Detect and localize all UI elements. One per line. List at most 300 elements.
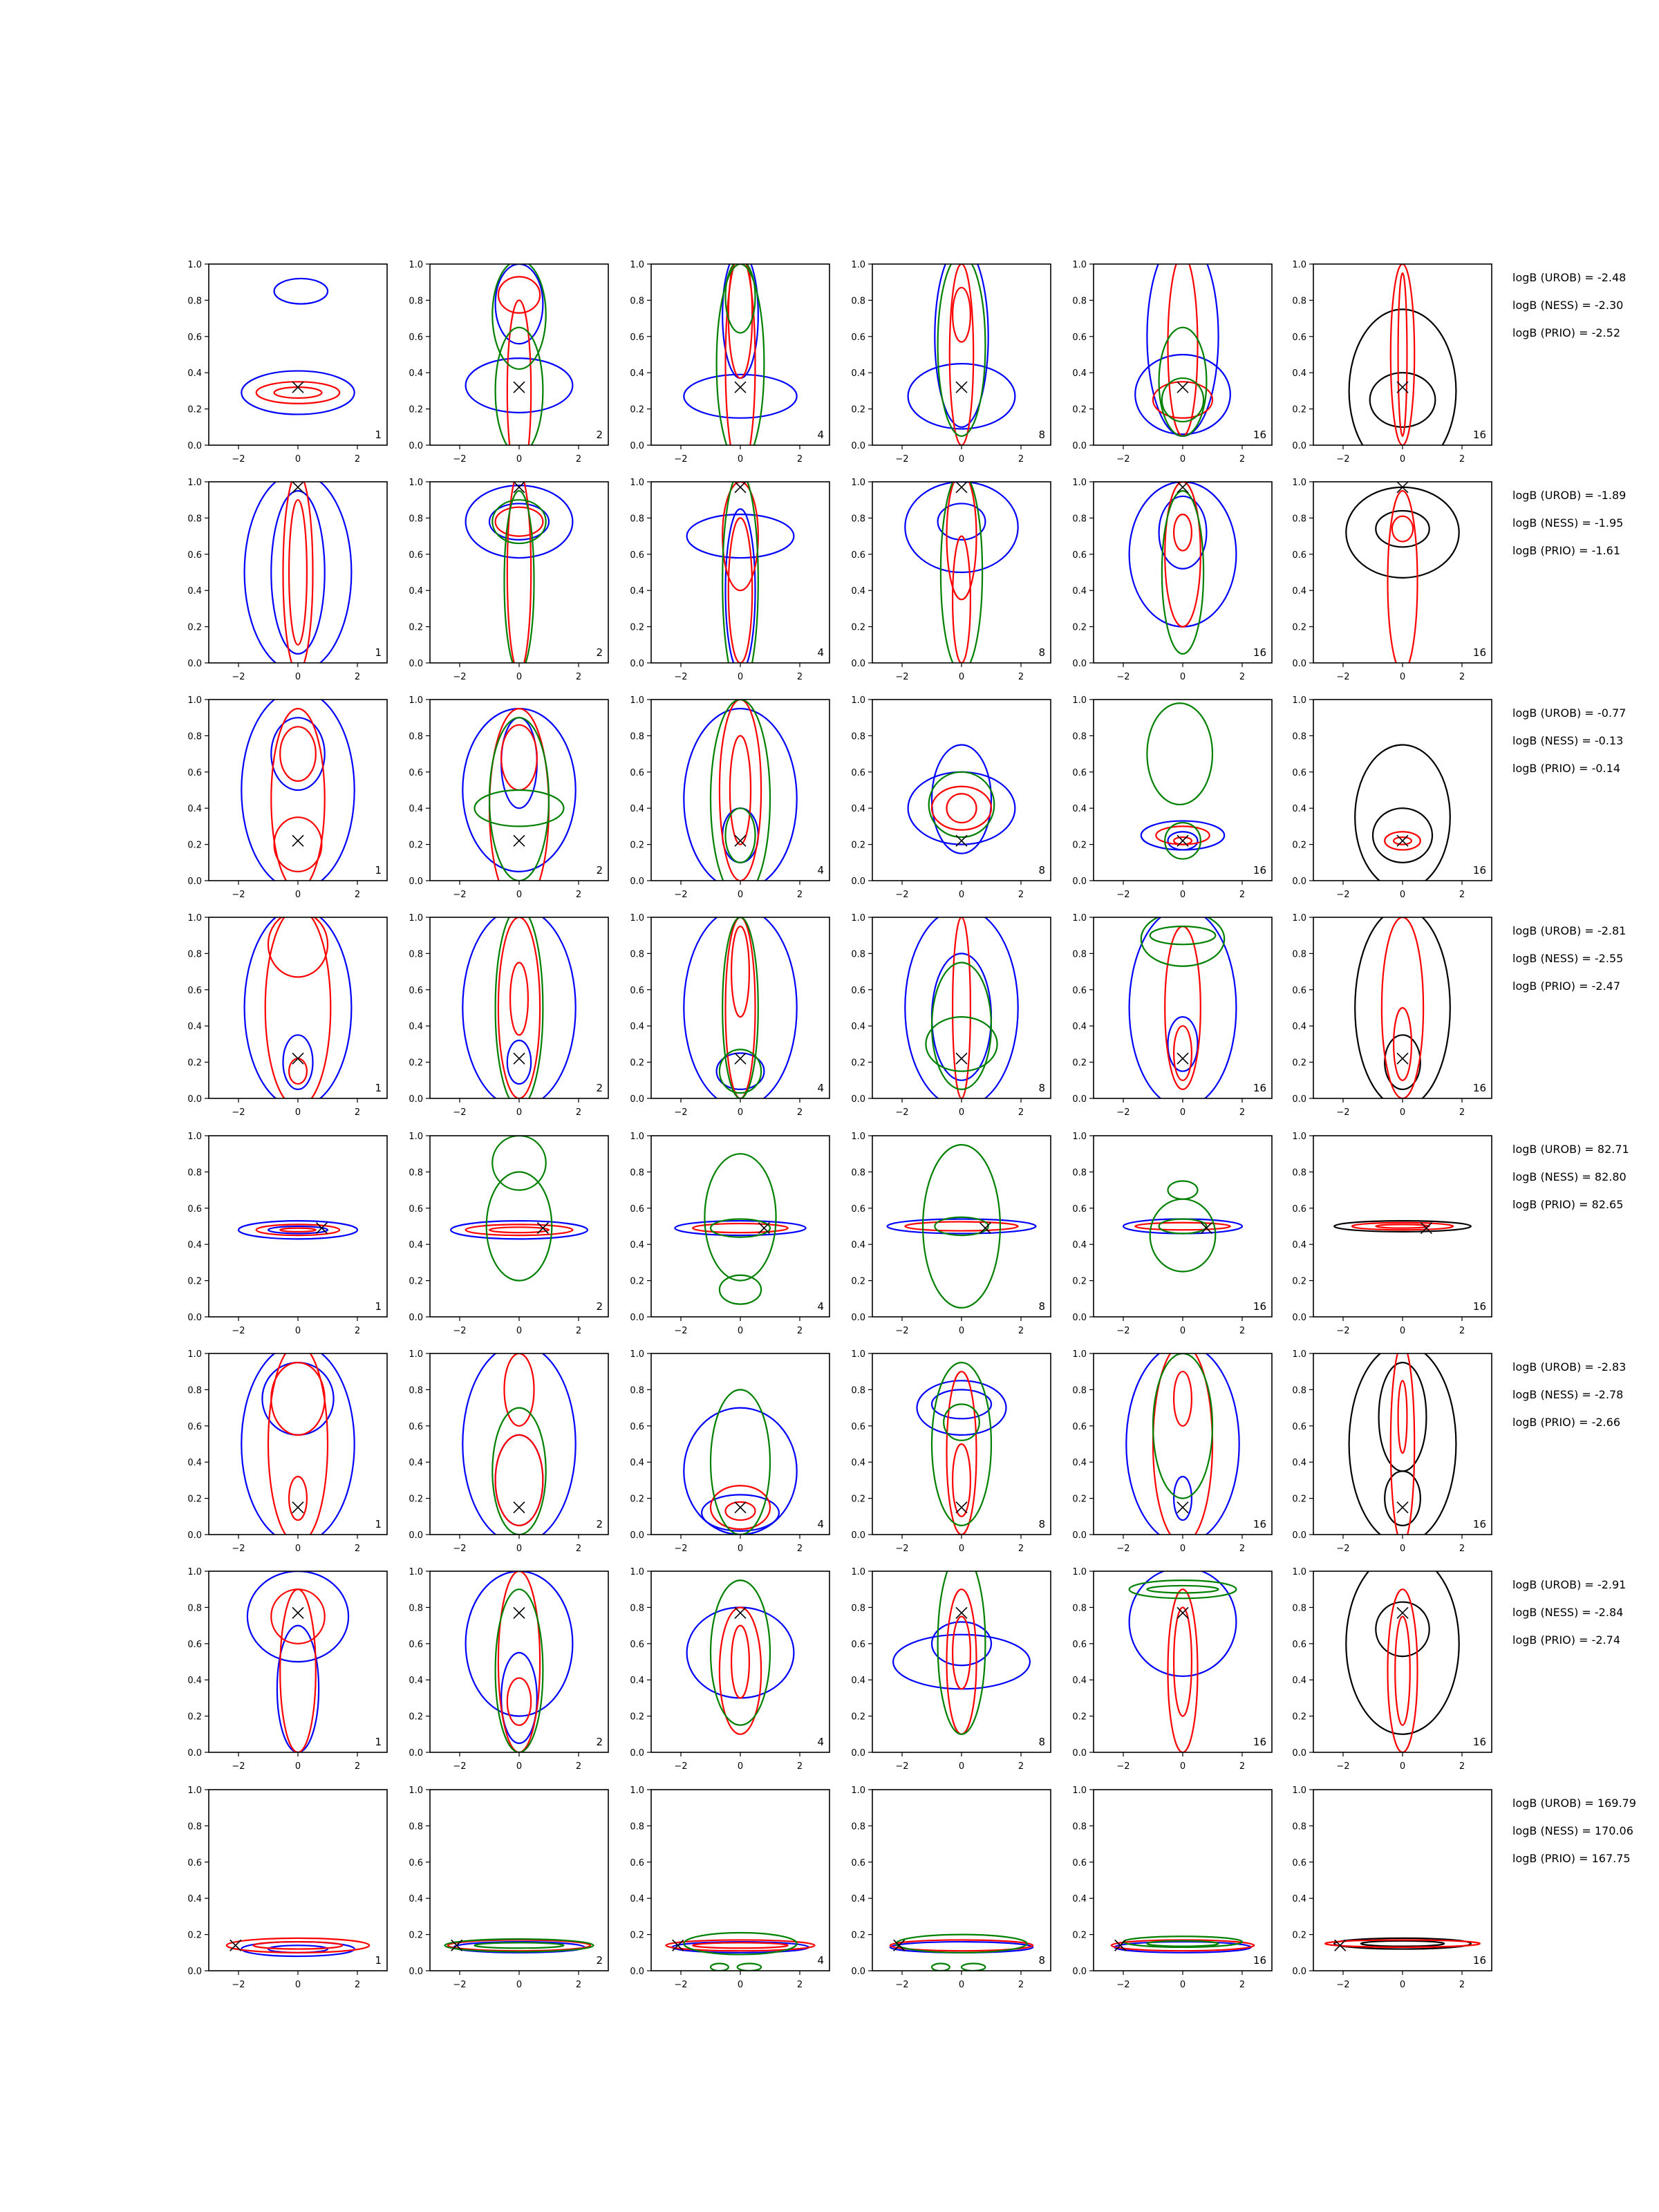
truth-marker xyxy=(1397,1053,1408,1064)
y-tick-label: 0.4 xyxy=(1292,1240,1306,1251)
contour-ness xyxy=(289,500,307,645)
logb-text: logB (NESS) = -1.95 xyxy=(1512,516,1624,529)
contour-group xyxy=(451,1136,588,1281)
panel-r1-c6 xyxy=(1292,260,1492,472)
x-tick-label: 0 xyxy=(516,454,523,465)
panel-label: 2 xyxy=(596,429,603,441)
contour-group xyxy=(227,1938,369,1956)
x-tick-label: 2 xyxy=(354,1326,361,1336)
y-tick-label: 0.8 xyxy=(1072,1603,1087,1614)
contour-urob xyxy=(905,908,1018,1107)
y-tick-label: 0.6 xyxy=(1072,1203,1087,1215)
x-tick-label: 0 xyxy=(1399,1326,1406,1336)
contour-group xyxy=(1349,1344,1456,1544)
y-tick-label: 0.4 xyxy=(851,1894,865,1905)
y-tick-label: 0.2 xyxy=(630,404,644,415)
y-tick-label: 0.8 xyxy=(630,1168,644,1179)
y-tick-label: 0.2 xyxy=(1072,1930,1087,1941)
y-tick-label: 1.0 xyxy=(409,1349,423,1360)
panel-r5-c3 xyxy=(630,1132,830,1336)
contour-ness xyxy=(501,725,537,790)
y-tick-label: 0.2 xyxy=(851,1712,865,1723)
y-tick-label: 0.6 xyxy=(1072,1421,1087,1432)
contour-ness xyxy=(265,908,331,1107)
y-tick-label: 0.2 xyxy=(409,1058,423,1069)
contour-group xyxy=(684,1389,796,1535)
x-tick-label: 0 xyxy=(1179,1761,1186,1772)
contour-ness xyxy=(507,473,531,672)
x-tick-label: 2 xyxy=(1459,672,1465,682)
x-tick-label: 0 xyxy=(958,1761,965,1772)
contour-ness xyxy=(1174,1026,1192,1080)
y-tick-label: 0.0 xyxy=(1292,1313,1306,1323)
x-tick-label: −2 xyxy=(232,1980,245,1990)
x-tick-label: 0 xyxy=(294,1980,301,1990)
contour-ness xyxy=(268,1344,328,1544)
contour-ness xyxy=(950,264,973,445)
contour-group xyxy=(1346,1553,1459,1752)
contour-reference xyxy=(1385,1471,1421,1526)
logb-text: logB (PRIO) = -1.61 xyxy=(1512,544,1620,557)
x-tick-label: 2 xyxy=(1018,1761,1024,1772)
contour-urob xyxy=(271,718,324,790)
x-tick-label: −2 xyxy=(1116,1761,1130,1772)
y-tick-label: 0.6 xyxy=(1292,1857,1306,1868)
y-tick-label: 1.0 xyxy=(1292,695,1306,706)
panel-label: 4 xyxy=(817,1518,824,1530)
contour-urob xyxy=(462,1344,575,1544)
y-tick-label: 0.2 xyxy=(187,1930,202,1941)
y-tick-label: 0.2 xyxy=(1292,622,1306,633)
x-tick-label: 2 xyxy=(575,672,582,682)
y-tick-label: 0.0 xyxy=(1072,1530,1087,1541)
contour-group xyxy=(908,745,1015,854)
panel-label: 16 xyxy=(1253,1736,1266,1748)
x-tick-label: 0 xyxy=(516,672,523,682)
logb-annotations-row-2 xyxy=(1512,489,1626,557)
panel-label: 8 xyxy=(1038,1518,1045,1530)
y-tick-label: 0.0 xyxy=(1072,1748,1087,1759)
y-tick-label: 0.4 xyxy=(1072,368,1087,379)
axes-frame xyxy=(1313,700,1492,881)
y-tick-label: 0.6 xyxy=(851,1421,865,1432)
truth-marker xyxy=(292,1502,303,1513)
y-tick-label: 1.0 xyxy=(1292,1567,1306,1577)
logb-text: logB (UROB) = -0.77 xyxy=(1512,706,1627,720)
axes-frame xyxy=(1313,264,1492,445)
y-tick-label: 1.0 xyxy=(409,695,423,706)
y-tick-label: 0.6 xyxy=(409,985,423,996)
x-tick-label: 2 xyxy=(796,1544,803,1554)
x-tick-label: −2 xyxy=(1116,1980,1130,1990)
y-tick-label: 0.4 xyxy=(1072,1676,1087,1687)
y-tick-label: 0.4 xyxy=(409,804,423,815)
contour-urob xyxy=(507,1040,531,1084)
panel-r5-c2 xyxy=(409,1132,608,1336)
y-tick-label: 0.2 xyxy=(1292,1494,1306,1505)
panel-r8-c2 xyxy=(409,1785,608,1990)
y-tick-label: 1.0 xyxy=(630,695,644,706)
x-tick-label: 2 xyxy=(1239,1980,1246,1990)
panel-label: 16 xyxy=(1253,1082,1266,1094)
y-tick-label: 0.8 xyxy=(630,296,644,307)
y-tick-label: 0.2 xyxy=(630,840,644,851)
contour-ness xyxy=(1174,1371,1192,1426)
contour-urob xyxy=(1141,821,1224,850)
y-tick-label: 0.6 xyxy=(630,550,644,561)
panel-r7-c5 xyxy=(1072,1567,1272,1772)
y-tick-label: 0.2 xyxy=(409,1494,423,1505)
y-tick-label: 1.0 xyxy=(409,478,423,488)
x-tick-label: 0 xyxy=(737,1544,744,1554)
y-tick-label: 0.0 xyxy=(1072,1094,1087,1105)
y-tick-label: 0.8 xyxy=(187,1821,202,1833)
axes-frame xyxy=(1094,482,1272,663)
x-tick-label: 0 xyxy=(1399,890,1406,900)
x-tick-label: 0 xyxy=(1399,1980,1406,1990)
y-tick-label: 1.0 xyxy=(409,1567,423,1577)
contour-urob xyxy=(466,1571,573,1716)
y-tick-label: 1.0 xyxy=(187,1567,202,1577)
contour-group xyxy=(462,709,575,908)
contour-urob xyxy=(684,908,796,1107)
truth-marker xyxy=(1177,1053,1188,1064)
x-tick-label: 2 xyxy=(575,1980,582,1990)
contour-group xyxy=(917,1362,1006,1535)
contour-ness xyxy=(496,507,543,536)
y-tick-label: 0.0 xyxy=(851,659,865,669)
contour-urob xyxy=(1126,1344,1239,1544)
axes-frame xyxy=(872,1790,1051,1971)
x-tick-label: 2 xyxy=(354,454,361,465)
y-tick-label: 0.4 xyxy=(409,1022,423,1033)
contour-prio xyxy=(932,1964,950,1971)
y-tick-label: 0.2 xyxy=(187,1058,202,1069)
y-tick-label: 1.0 xyxy=(630,478,644,488)
contour-urob xyxy=(905,482,1018,572)
x-tick-label: −2 xyxy=(895,1326,909,1336)
x-tick-label: −2 xyxy=(674,454,688,465)
contour-urob xyxy=(687,514,794,558)
y-tick-label: 0.0 xyxy=(187,1094,202,1105)
panel-r7-c3 xyxy=(630,1567,830,1772)
contour-urob xyxy=(245,908,352,1107)
contour-ness xyxy=(730,735,751,844)
contour-group xyxy=(445,1939,594,1953)
logb-annotations-row-1 xyxy=(1512,271,1626,339)
contour-urob xyxy=(932,1622,991,1665)
x-tick-label: 0 xyxy=(516,1544,523,1554)
contour-ness xyxy=(953,288,971,342)
contour-group xyxy=(1355,745,1450,890)
contour-group xyxy=(462,908,575,1107)
y-tick-label: 0.4 xyxy=(851,1240,865,1251)
y-tick-label: 0.0 xyxy=(1072,659,1087,669)
contour-ness xyxy=(289,1477,307,1520)
x-tick-label: −2 xyxy=(1336,1107,1350,1118)
x-tick-label: 0 xyxy=(958,454,965,465)
y-tick-label: 1.0 xyxy=(1292,1785,1306,1796)
x-tick-label: 2 xyxy=(796,1326,803,1336)
y-tick-label: 0.6 xyxy=(1292,550,1306,561)
contour-ness xyxy=(1135,1223,1230,1230)
y-tick-label: 1.0 xyxy=(409,1785,423,1796)
y-tick-label: 0.8 xyxy=(1072,1821,1087,1833)
y-tick-label: 0.6 xyxy=(409,1421,423,1432)
contour-urob xyxy=(271,491,324,654)
x-tick-label: −2 xyxy=(895,890,909,900)
y-tick-label: 0.4 xyxy=(409,1240,423,1251)
x-tick-label: 0 xyxy=(1179,1107,1186,1118)
x-tick-label: 0 xyxy=(516,890,523,900)
logb-text: logB (NESS) = -2.55 xyxy=(1512,952,1624,965)
axes-frame xyxy=(1313,1136,1492,1317)
contour-group xyxy=(245,473,352,672)
truth-marker xyxy=(980,1223,991,1234)
panel-label: 4 xyxy=(817,1082,824,1094)
panel-label: 16 xyxy=(1472,646,1486,659)
y-tick-label: 0.8 xyxy=(630,1821,644,1833)
y-tick-label: 0.0 xyxy=(187,1748,202,1759)
contour-urob xyxy=(1130,908,1237,1107)
contour-ness xyxy=(280,727,316,781)
contour-ness xyxy=(693,1942,788,1948)
contour-ness xyxy=(1388,1589,1418,1752)
y-tick-label: 0.2 xyxy=(630,1276,644,1287)
contour-group xyxy=(247,1571,348,1752)
contour-group xyxy=(908,246,1015,445)
y-tick-label: 1.0 xyxy=(1072,913,1087,924)
x-tick-label: −2 xyxy=(232,1761,245,1772)
logb-text: logB (NESS) = 82.80 xyxy=(1512,1170,1627,1183)
y-tick-label: 1.0 xyxy=(630,260,644,270)
contour-urob xyxy=(1130,482,1237,627)
x-tick-label: 2 xyxy=(796,890,803,900)
contour-group xyxy=(1130,908,1237,1107)
contour-ness xyxy=(1391,264,1414,445)
panel-label: 4 xyxy=(817,864,824,877)
y-tick-label: 0.6 xyxy=(409,332,423,343)
panel-r4-c6 xyxy=(1292,908,1492,1118)
panel-label: 16 xyxy=(1472,1736,1486,1748)
x-tick-label: −2 xyxy=(895,1761,909,1772)
contour-prio xyxy=(492,1136,545,1190)
axes-frame xyxy=(430,1790,608,1971)
panel-label: 1 xyxy=(375,429,382,441)
x-tick-label: 2 xyxy=(1459,1980,1465,1990)
y-tick-label: 0.2 xyxy=(630,1494,644,1505)
y-tick-label: 0.6 xyxy=(187,1421,202,1432)
logb-text: logB (PRIO) = -2.74 xyxy=(1512,1633,1620,1647)
contour-urob xyxy=(684,375,796,418)
y-tick-label: 0.2 xyxy=(1072,840,1087,851)
y-tick-label: 0.0 xyxy=(1072,1967,1087,1977)
y-tick-label: 0.0 xyxy=(630,1094,644,1105)
x-tick-label: 0 xyxy=(737,890,744,900)
x-tick-label: −2 xyxy=(232,454,245,465)
contour-ness xyxy=(496,1435,543,1526)
panel-r3-c5 xyxy=(1072,695,1272,900)
y-tick-label: 0.2 xyxy=(630,1930,644,1941)
y-tick-label: 0.4 xyxy=(851,1022,865,1033)
x-tick-label: −2 xyxy=(1336,672,1350,682)
x-tick-label: −2 xyxy=(674,1326,688,1336)
contour-prio xyxy=(726,808,756,863)
contour-ness xyxy=(731,1626,749,1698)
panel-label: 16 xyxy=(1253,429,1266,441)
contour-ness xyxy=(905,1221,1018,1230)
contour-group xyxy=(241,1344,354,1544)
axes-frame xyxy=(1313,482,1492,663)
y-tick-label: 1.0 xyxy=(1072,695,1087,706)
logb-annotations-row-5 xyxy=(1512,1143,1629,1211)
x-tick-label: 0 xyxy=(958,1544,965,1554)
contour-ness xyxy=(1391,1344,1414,1544)
y-tick-label: 0.8 xyxy=(409,949,423,960)
panel-r6-c1 xyxy=(187,1344,387,1554)
truth-marker xyxy=(514,835,525,846)
y-tick-label: 0.8 xyxy=(851,1168,865,1179)
y-tick-label: 0.2 xyxy=(851,1494,865,1505)
y-tick-label: 0.0 xyxy=(409,1094,423,1105)
x-tick-label: 2 xyxy=(354,1107,361,1118)
panel-label: 1 xyxy=(375,1300,382,1313)
y-tick-label: 0.0 xyxy=(851,1094,865,1105)
contour-group xyxy=(1346,487,1459,672)
panel-r5-c6 xyxy=(1292,1132,1492,1336)
y-tick-label: 1.0 xyxy=(851,695,865,706)
y-tick-label: 1.0 xyxy=(409,260,423,270)
x-tick-label: 2 xyxy=(1239,1761,1246,1772)
x-tick-label: −2 xyxy=(453,1761,467,1772)
y-tick-label: 0.0 xyxy=(1292,1094,1306,1105)
y-tick-label: 1.0 xyxy=(851,260,865,270)
y-tick-label: 0.4 xyxy=(630,368,644,379)
x-tick-label: 0 xyxy=(516,1107,523,1118)
axes-frame xyxy=(209,1790,387,1971)
logb-text: logB (UROB) = -2.81 xyxy=(1512,924,1627,937)
contour-ness xyxy=(1395,1617,1410,1725)
panel-label: 1 xyxy=(375,864,382,877)
y-tick-label: 0.4 xyxy=(187,586,202,597)
panel-r6-c2 xyxy=(409,1344,608,1554)
y-tick-label: 0.0 xyxy=(1292,659,1306,669)
y-tick-label: 0.4 xyxy=(1292,1894,1306,1905)
contour-group xyxy=(666,1933,815,1971)
panel-label: 1 xyxy=(375,1954,382,1967)
x-tick-label: 0 xyxy=(516,1326,523,1336)
contour-prio xyxy=(1147,703,1212,805)
truth-marker xyxy=(956,482,967,493)
y-tick-label: 1.0 xyxy=(409,1132,423,1142)
contour-prio xyxy=(1162,378,1203,422)
contour-prio xyxy=(496,328,543,454)
contour-ness xyxy=(722,482,758,590)
y-tick-label: 0.0 xyxy=(1292,1530,1306,1541)
y-tick-label: 0.0 xyxy=(851,1530,865,1541)
panel-label: 8 xyxy=(1038,1954,1045,1967)
x-tick-label: 0 xyxy=(958,1326,965,1336)
y-tick-label: 0.6 xyxy=(187,1203,202,1215)
contour-urob xyxy=(245,473,352,672)
x-tick-label: 0 xyxy=(958,890,965,900)
y-tick-label: 0.0 xyxy=(409,441,423,451)
x-tick-label: −2 xyxy=(674,1761,688,1772)
logb-annotations-row-4 xyxy=(1512,924,1626,993)
y-tick-label: 0.4 xyxy=(1292,586,1306,597)
contour-ness xyxy=(510,963,528,1035)
y-tick-label: 0.0 xyxy=(409,1530,423,1541)
contour-ness xyxy=(271,1362,324,1435)
y-tick-label: 0.2 xyxy=(1072,1058,1087,1069)
contour-urob xyxy=(262,1362,333,1435)
contour-ness xyxy=(953,1617,971,1689)
contour-ness xyxy=(1394,1008,1412,1080)
y-tick-label: 0.8 xyxy=(1292,1603,1306,1614)
y-tick-label: 1.0 xyxy=(187,913,202,924)
y-tick-label: 0.8 xyxy=(187,296,202,307)
axes-frame xyxy=(651,700,830,881)
axes-frame xyxy=(1094,1136,1272,1317)
y-tick-label: 0.6 xyxy=(1072,767,1087,778)
x-tick-label: 2 xyxy=(1459,1326,1465,1336)
y-tick-label: 0.6 xyxy=(851,1203,865,1215)
x-tick-label: 2 xyxy=(796,1980,803,1990)
contour-urob xyxy=(462,908,575,1107)
contour-prio xyxy=(726,261,756,333)
y-tick-label: 0.2 xyxy=(1072,1276,1087,1287)
y-tick-label: 0.8 xyxy=(187,1168,202,1179)
contour-ness xyxy=(505,1353,534,1426)
contour-group xyxy=(1334,1221,1471,1232)
truth-marker xyxy=(514,1607,525,1618)
y-tick-label: 0.0 xyxy=(630,1530,644,1541)
contour-reference xyxy=(1346,487,1459,578)
contour-group xyxy=(1349,264,1456,472)
y-tick-label: 0.8 xyxy=(630,949,644,960)
y-tick-label: 0.2 xyxy=(1072,622,1087,633)
y-tick-label: 0.8 xyxy=(409,1168,423,1179)
contour-prio xyxy=(711,1219,770,1237)
contour-ness xyxy=(1168,255,1198,436)
y-tick-label: 0.4 xyxy=(1072,1240,1087,1251)
contour-urob xyxy=(1123,1219,1242,1234)
x-tick-label: 0 xyxy=(1399,1107,1406,1118)
panel-label: 1 xyxy=(375,1082,382,1094)
panel-label: 1 xyxy=(375,1736,382,1748)
y-tick-label: 1.0 xyxy=(1072,1785,1087,1796)
y-tick-label: 1.0 xyxy=(630,1567,644,1577)
contour-group xyxy=(1130,1568,1237,1752)
x-tick-label: 0 xyxy=(958,672,965,682)
y-tick-label: 0.0 xyxy=(409,1748,423,1759)
contour-ness xyxy=(283,473,313,672)
x-tick-label: 0 xyxy=(516,1761,523,1772)
axes-frame xyxy=(1313,1790,1492,1971)
y-tick-label: 0.6 xyxy=(851,550,865,561)
contour-prio xyxy=(717,264,765,463)
contour-group xyxy=(687,1580,794,1734)
y-tick-label: 0.0 xyxy=(630,1967,644,1977)
y-tick-label: 0.2 xyxy=(187,404,202,415)
y-tick-label: 0.6 xyxy=(1292,332,1306,343)
contour-prio xyxy=(487,1172,552,1280)
contour-urob xyxy=(1168,1017,1198,1071)
y-tick-label: 0.8 xyxy=(1072,296,1087,307)
contour-ness xyxy=(1165,482,1201,627)
axes-frame xyxy=(872,1571,1051,1752)
panel-r7-c4 xyxy=(851,1553,1051,1772)
